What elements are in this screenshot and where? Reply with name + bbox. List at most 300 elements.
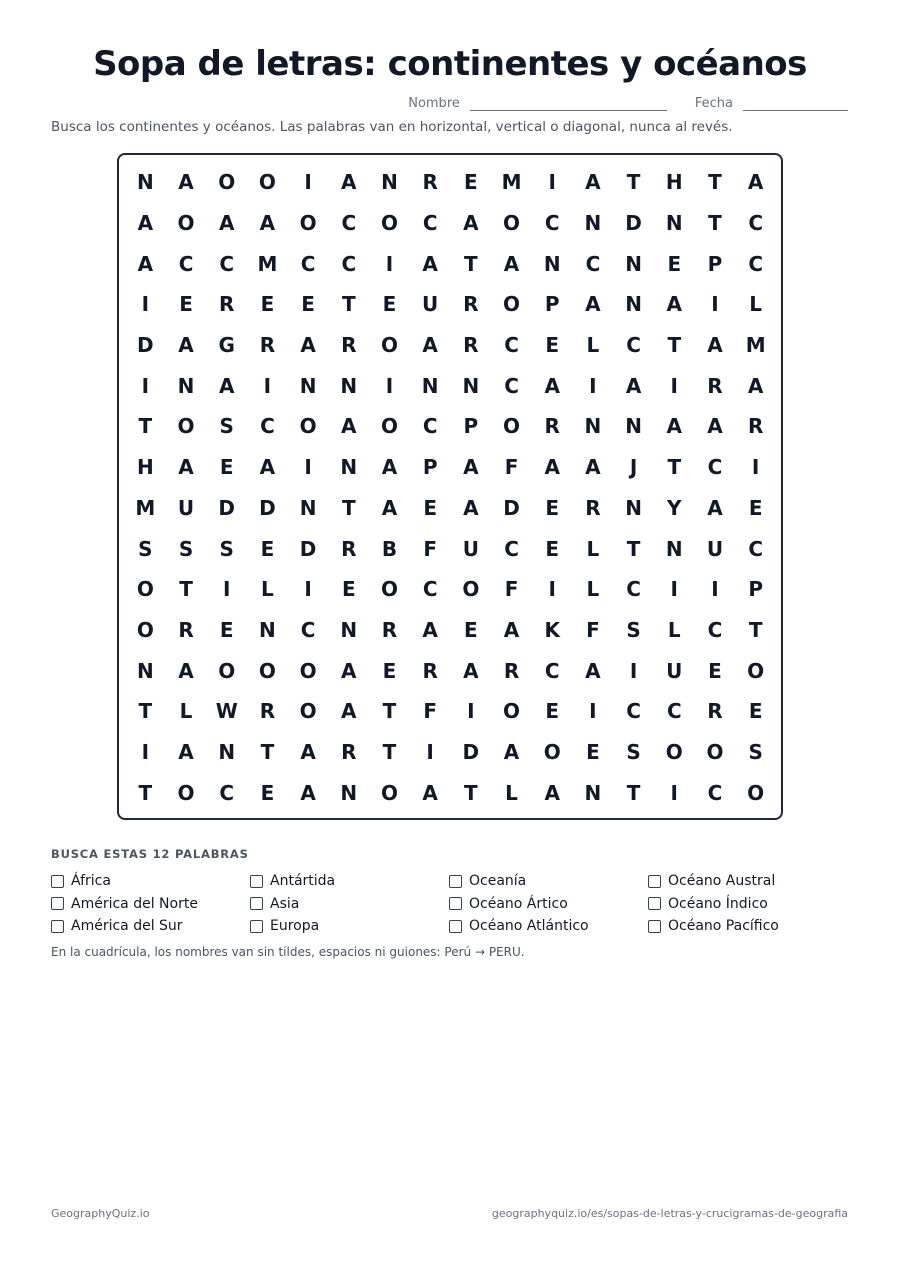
grid-cell[interactable]: O [665,739,683,764]
grid-cell[interactable]: P [463,414,479,439]
grid-cell[interactable]: A [463,211,479,236]
grid-cell[interactable]: N [665,536,683,561]
grid-cell[interactable]: N [584,414,602,439]
grid-cell[interactable]: E [341,577,356,602]
grid-cell[interactable]: R [422,658,438,683]
grid-cell[interactable]: W [215,699,238,724]
grid-cell[interactable]: J [629,455,638,480]
grid-cell[interactable]: T [626,780,641,805]
grid-cell[interactable]: T [382,699,397,724]
word-label: Océano Austral [668,873,776,890]
grid-cell[interactable]: R [707,699,723,724]
word-label: América del Sur [71,918,183,935]
grid-cell[interactable]: E [219,617,234,642]
grid-cell[interactable]: O [462,577,480,602]
grid-cell[interactable]: N [665,211,683,236]
grid-cell[interactable]: A [341,658,357,683]
grid-cell[interactable]: E [748,699,763,724]
grid-cell[interactable]: D [503,495,520,520]
grid-cell[interactable]: L [586,333,600,358]
grid-cell[interactable]: E [586,739,600,764]
name-field[interactable] [470,96,667,111]
grid-cell[interactable]: C [219,251,235,276]
grid-cell[interactable]: R [341,739,357,764]
grid-cell[interactable]: N [462,373,480,398]
grid-cell[interactable]: O [177,780,195,805]
grid-cell[interactable]: R [544,414,560,439]
grid-cell[interactable]: E [464,617,478,642]
grid-cell[interactable]: A [422,617,438,642]
word-item[interactable] [648,915,847,938]
grid-cell[interactable]: N [299,373,317,398]
grid-cell[interactable]: A [707,495,723,520]
grid-cell[interactable]: A [503,739,520,764]
grid-cell[interactable]: L [749,292,763,317]
checkbox[interactable] [250,920,263,933]
checkbox[interactable] [648,920,661,933]
grid-cell[interactable]: N [543,251,561,276]
grid-cell[interactable]: E [545,536,560,561]
grid-cell[interactable]: L [667,617,681,642]
grid-cell[interactable]: I [304,577,312,602]
word-label: Oceanía [469,873,527,890]
grid-cell[interactable]: I [589,373,597,398]
grid-cell[interactable]: D [625,211,642,236]
checkbox[interactable] [51,897,64,910]
checkbox[interactable] [648,897,661,910]
grid-cell[interactable]: I [141,373,150,398]
grid-cell[interactable]: T [667,455,682,480]
grid-cell[interactable]: D [137,333,154,358]
checkbox[interactable] [449,920,462,933]
checkbox[interactable] [449,875,462,888]
grid-cell[interactable]: U [177,495,195,520]
grid-cell[interactable]: C [626,699,641,724]
checkbox[interactable] [648,875,661,888]
grid-cell[interactable]: S [626,739,641,764]
grid-cell[interactable]: N [340,617,358,642]
grid-cell[interactable]: E [382,658,397,683]
grid-cell[interactable]: N [259,617,276,642]
grid-cell[interactable]: A [422,333,438,358]
grid-cell[interactable]: A [300,739,316,764]
grid-cell[interactable]: C [707,780,723,805]
grid-cell[interactable]: A [585,658,601,683]
grid-cell[interactable]: O [177,414,195,439]
grid-cell[interactable]: N [218,739,236,764]
grid-cell[interactable]: P [544,292,560,317]
grid-cell[interactable]: C [707,617,723,642]
grid-cell[interactable]: S [219,414,234,439]
checkbox[interactable] [250,897,263,910]
grid-cell[interactable]: I [141,292,150,317]
grid-cell[interactable]: I [589,699,597,724]
grid-cell[interactable]: C [219,780,235,805]
grid-cell[interactable]: N [625,251,642,276]
grid-cell[interactable]: E [464,170,478,195]
grid-cell[interactable]: C [585,251,601,276]
grid-cell[interactable]: N [340,780,358,805]
grid-cell[interactable]: I [263,373,272,398]
grid-cell[interactable]: D [299,536,317,561]
grid-cell[interactable]: A [137,251,154,276]
grid-cell[interactable]: A [178,658,194,683]
word-item[interactable] [449,870,648,893]
grid-cell[interactable]: O [258,170,276,195]
grid-cell[interactable]: A [341,170,357,195]
grid-cell[interactable]: I [670,373,678,398]
grid-cell[interactable]: N [136,170,154,195]
grid-cell[interactable]: C [178,251,194,276]
word-item[interactable] [250,915,449,938]
grid-cell[interactable]: C [504,373,519,398]
grid-cell[interactable]: T [667,333,682,358]
checkbox[interactable] [51,875,64,888]
grid-cell[interactable]: R [259,699,276,724]
grid-cell[interactable]: C [748,211,763,236]
grid-cell[interactable]: O [380,414,398,439]
grid-cell[interactable]: I [304,455,312,480]
grid-cell[interactable]: A [381,495,398,520]
grid-cell[interactable]: T [464,780,478,805]
grid-cell[interactable]: N [584,211,602,236]
word-item[interactable] [250,893,449,916]
grid-cell[interactable]: E [260,292,275,317]
word-item[interactable] [51,915,250,938]
grid-cell[interactable]: F [586,617,600,642]
grid-cell[interactable]: O [299,211,317,236]
grid-cell[interactable]: N [421,373,439,398]
grid-cell[interactable]: I [751,455,760,480]
grid-cell[interactable]: F [423,536,437,561]
grid-cell[interactable]: E [545,495,560,520]
grid-cell[interactable]: I [711,577,719,602]
grid-cell[interactable]: H [136,455,154,480]
word-label: Océano Ártico [469,895,568,912]
grid-cell[interactable]: M [135,495,156,520]
grid-cell[interactable]: U [706,536,724,561]
grid-cell[interactable]: A [218,211,235,236]
grid-cell[interactable]: G [218,333,235,358]
grid-cell[interactable]: A [666,414,683,439]
grid-cell[interactable]: C [748,251,763,276]
grid-note: En la cuadrícula, los nombres van sin tildes, espacios ni guiones: Perú → PERU. [51,945,525,959]
grid-cell[interactable]: C [626,333,641,358]
grid-cell[interactable]: M [257,251,278,276]
grid-cell[interactable]: S [626,617,641,642]
checkbox[interactable] [51,920,64,933]
date-label: Fecha [694,96,733,111]
grid-cell[interactable]: I [670,577,678,602]
grid-cell[interactable]: I [467,699,475,724]
word-item[interactable] [51,870,250,893]
grid-cell[interactable]: A [585,455,601,480]
grid-cell[interactable]: I [385,373,394,398]
grid-cell[interactable]: A [585,292,601,317]
word-label: Océano Índico [668,895,768,912]
grid-cell[interactable]: A [463,658,479,683]
grid-cell[interactable]: L [586,536,600,561]
grid-cell[interactable]: E [748,495,763,520]
grid-cell[interactable]: I [222,577,231,602]
grid-cell[interactable]: A [259,211,276,236]
word-label: Antártida [270,873,336,890]
grid-cell[interactable]: F [504,455,519,480]
grid-cell[interactable]: O [747,780,765,805]
grid-cell[interactable]: I [629,658,638,683]
grid-cell[interactable]: U [666,658,683,683]
grid-cell[interactable]: C [504,333,519,358]
grid-cell[interactable]: C [422,577,438,602]
grid-cell[interactable]: O [177,211,195,236]
grid-cell[interactable]: E [260,536,275,561]
grid-cell[interactable]: I [426,739,434,764]
grid-cell[interactable]: E [301,292,315,317]
grid-cell[interactable]: A [422,780,438,805]
grid-cell[interactable]: A [585,170,601,195]
grid-cell[interactable]: L [505,780,518,805]
grid-cell[interactable]: O [380,577,398,602]
grid-cell[interactable]: A [463,455,479,480]
grid-cell[interactable]: A [137,211,154,236]
grid-cell[interactable]: O [299,414,317,439]
grid-cell[interactable]: C [422,211,438,236]
grid-cell[interactable]: I [548,170,556,195]
grid-cell[interactable]: O [543,739,561,764]
grid-cell[interactable]: I [385,251,394,276]
grid-cell[interactable]: P [748,577,763,602]
grid-cell[interactable]: A [707,333,723,358]
grid-cell[interactable]: T [748,617,763,642]
grid-cell[interactable]: T [626,536,641,561]
grid-cell[interactable]: A [300,333,316,358]
grid-cell[interactable]: D [462,739,480,764]
instructions: Busca los continentes y océanos. Las palabras van en horizontal, vertical o diagonal, nunca al revés. [51,119,733,135]
grid-cell[interactable]: R [503,658,520,683]
grid-cell[interactable]: A [747,170,764,195]
grid-cell[interactable]: T [138,414,153,439]
grid-cell[interactable]: T [626,170,641,195]
grid-cell[interactable]: E [382,292,397,317]
grid-cell[interactable]: T [179,577,193,602]
grid-cell[interactable]: A [544,780,560,805]
grid-cell[interactable]: A [300,780,316,805]
word-item[interactable] [449,915,648,938]
letter-grid[interactable] [117,153,783,820]
grid-cell[interactable]: D [259,495,276,520]
grid-cell[interactable]: C [748,536,763,561]
page-title: Sopa de letras: continentes y océanos [93,44,807,84]
grid-cell[interactable]: H [665,170,683,195]
grid-cell[interactable]: A [625,373,642,398]
grid-cell[interactable]: A [178,455,194,480]
grid-cell[interactable]: O [503,292,521,317]
grid-cell[interactable]: A [707,414,723,439]
grid-cell[interactable]: O [503,699,521,724]
word-item[interactable] [648,893,847,916]
grid-cell[interactable]: A [503,251,520,276]
grid-cell[interactable]: N [299,495,317,520]
grid-cell[interactable]: R [422,170,438,195]
grid-cell[interactable]: O [218,658,236,683]
grid-cell[interactable]: R [463,292,479,317]
grid-cell[interactable]: U [462,536,479,561]
grid-cell[interactable]: P [422,455,438,480]
grid-cell[interactable]: T [708,211,722,236]
checkbox[interactable] [250,875,263,888]
grid-cell[interactable]: O [299,699,317,724]
grid-cell[interactable]: P [707,251,723,276]
grid-cell[interactable]: O [136,577,154,602]
grid-cell[interactable]: N [381,170,398,195]
grid-cell[interactable]: E [219,455,234,480]
word-label: África [71,873,111,890]
grid-cell[interactable]: O [218,170,236,195]
grid-cell[interactable]: N [625,292,642,317]
grid-cell[interactable]: C [707,455,723,480]
grid-cell[interactable]: A [341,699,357,724]
grid-cell[interactable]: E [545,699,560,724]
grid-cell[interactable]: O [747,658,765,683]
grid-cell[interactable]: Y [667,495,682,520]
word-item[interactable] [250,870,449,893]
grid-cell[interactable]: R [707,373,723,398]
grid-cell[interactable]: N [136,658,154,683]
grid-cell[interactable]: O [380,333,398,358]
grid-cell[interactable]: F [423,699,437,724]
grid-cell[interactable]: S [219,536,234,561]
grid-cell[interactable]: N [177,373,195,398]
grid-cell[interactable]: T [708,170,722,195]
grid-cell[interactable]: O [503,211,521,236]
grid-cell[interactable]: S [748,739,763,764]
grid-cell[interactable]: O [136,617,154,642]
grid-cell[interactable]: L [179,699,193,724]
grid-cell[interactable]: R [381,617,398,642]
grid-cell[interactable]: S [178,536,194,561]
grid-cell[interactable]: O [380,211,398,236]
grid-cell[interactable]: T [341,495,356,520]
grid-cell[interactable]: L [261,577,274,602]
grid-cell[interactable]: T [341,292,356,317]
grid-cell[interactable]: I [711,292,719,317]
grid-cell[interactable]: B [381,536,398,561]
grid-cell[interactable]: R [341,333,357,358]
footer-url[interactable]: geographyquiz.io/es/sopas-de-letras-y-crucigramas-de-geografia [491,1207,848,1220]
word-list [51,870,851,938]
grid-cell[interactable]: N [340,373,358,398]
grid-cell[interactable]: C [422,414,438,439]
grid-cell[interactable]: O [299,658,317,683]
footer-brand: GeographyQuiz.io [51,1207,150,1220]
word-label: América del Norte [71,895,198,912]
word-item[interactable] [51,893,250,916]
grid-cell[interactable]: C [260,414,275,439]
grid-cell[interactable]: C [300,617,316,642]
grid-cell[interactable]: D [218,495,236,520]
grid-cell[interactable]: A [422,251,438,276]
grid-cell[interactable]: A [341,414,357,439]
grid-cell[interactable]: S [138,536,153,561]
grid-cell[interactable]: C [504,536,519,561]
grid-cell[interactable]: A [503,617,520,642]
grid-cell[interactable]: I [670,780,678,805]
grid-cell[interactable]: I [548,577,556,602]
word-label: Asia [270,895,300,912]
checkbox[interactable] [449,897,462,910]
grid-cell[interactable]: A [544,455,560,480]
grid-cell[interactable]: I [141,739,150,764]
grid-cell[interactable]: A [381,455,398,480]
grid-cell[interactable]: A [666,292,683,317]
grid-cell[interactable]: A [747,373,764,398]
grid-cell[interactable]: F [504,577,519,602]
grid-cell[interactable]: R [747,414,764,439]
grid-cell[interactable]: A [218,373,235,398]
grid-cell[interactable]: N [584,780,602,805]
grid-cell[interactable]: E [545,333,560,358]
grid-cell[interactable]: O [258,658,276,683]
grid-cell[interactable]: M [501,170,522,195]
grid-cell[interactable]: E [260,780,275,805]
word-item[interactable] [449,893,648,916]
grid-cell[interactable]: L [586,577,600,602]
grid-cell[interactable]: E [423,495,437,520]
grid-cell[interactable]: M [745,333,766,358]
grid-cell[interactable]: C [544,211,560,236]
grid-cell[interactable]: U [422,292,439,317]
word-item[interactable] [648,870,847,893]
grid-cell[interactable]: E [179,292,193,317]
grid-cell[interactable]: N [625,414,642,439]
grid-cell[interactable]: A [259,455,276,480]
grid-cell[interactable]: C [626,577,641,602]
grid-cell[interactable]: T [464,251,478,276]
grid-cell[interactable]: O [706,739,724,764]
grid-cell[interactable]: R [341,536,357,561]
grid-cell[interactable]: A [178,739,194,764]
grid-cell[interactable]: A [178,333,194,358]
grid-cell[interactable]: E [667,251,682,276]
grid-cell[interactable]: N [625,495,642,520]
grid-cell[interactable]: A [178,170,194,195]
grid-cell[interactable]: C [341,211,357,236]
grid-cell[interactable]: R [585,495,601,520]
grid-cell[interactable]: T [382,739,397,764]
grid-cell[interactable]: O [380,780,398,805]
grid-cell[interactable]: E [708,658,722,683]
grid-cell[interactable]: O [503,414,521,439]
grid-cell[interactable]: C [544,658,560,683]
grid-cell[interactable]: R [259,333,276,358]
grid-cell[interactable]: T [138,699,153,724]
grid-cell[interactable]: K [544,617,560,642]
grid-cell[interactable]: A [544,373,560,398]
date-field[interactable] [743,96,848,111]
grid-cell[interactable]: R [219,292,235,317]
grid-cell[interactable]: T [138,780,153,805]
grid-cell[interactable]: A [463,495,479,520]
grid-cell[interactable]: I [304,170,312,195]
grid-cell[interactable]: C [341,251,357,276]
grid-cell[interactable]: R [463,333,479,358]
grid-cell[interactable]: C [666,699,682,724]
grid-cell[interactable]: N [340,455,358,480]
word-label: Océano Pacífico [668,918,779,935]
grid-cell[interactable]: T [260,739,275,764]
grid-cell[interactable]: C [300,251,316,276]
grid-cell[interactable]: R [178,617,194,642]
